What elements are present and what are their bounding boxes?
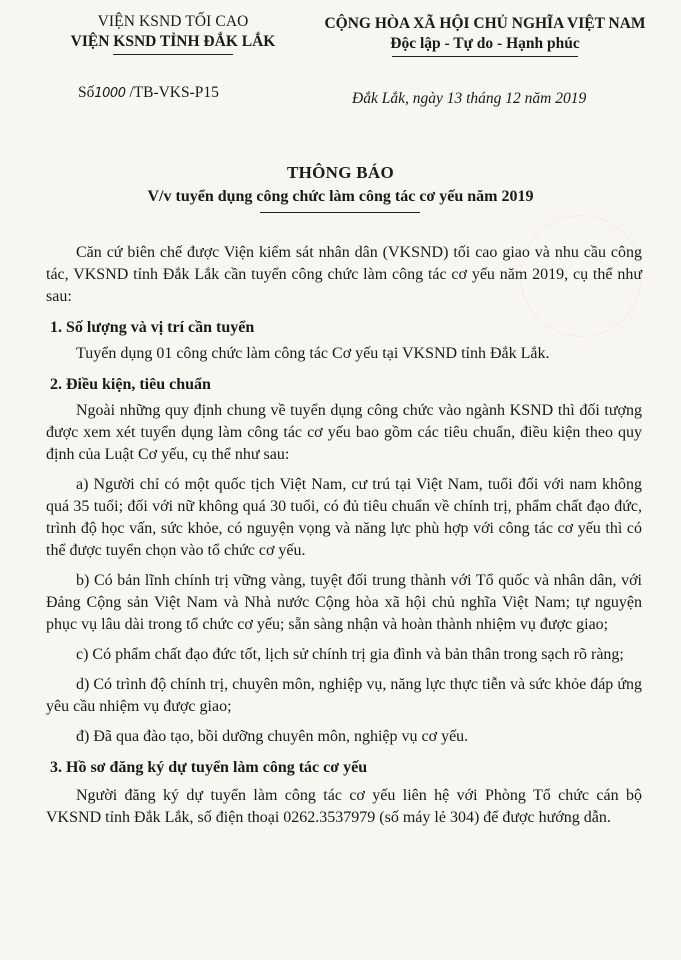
national-motto: Độc lập - Tự do - Hạnh phúc bbox=[390, 35, 580, 52]
section-1-heading: 1. Số lượng và vị trí cần tuyển bbox=[50, 319, 255, 336]
condition-a: a) Người chỉ có một quốc tịch Việt Nam, cư trú tại Việt Nam, tuổi đối với nam không quá 35 tuổi; đối với nữ không quá 30 tuổi, có đủ tiêu chuẩn về chính trị, phẩm chất đạo đức, trình độ học vấn, sức khỏe, có nguyện vọng và năng lực phù hợp với công tác cơ yếu thì có thể được tuyển chọn vào tổ chức cơ yếu. bbox=[46, 476, 642, 559]
national-title: CỘNG HÒA XÃ HỘI CHỦ NGHĨA VIỆT NAM bbox=[324, 15, 646, 32]
section-1-text: Tuyển dụng 01 công chức làm công tác Cơ yếu tại VKSND tỉnh Đắk Lắk. bbox=[76, 345, 550, 362]
agency-underline bbox=[113, 54, 233, 55]
condition-d: d) Có trình độ chính trị, chuyên môn, nghiệp vụ, năng lực thực tiễn và sức khỏe đáp ứng yêu cầu nhiệm vụ được giao; bbox=[46, 676, 642, 715]
condition-c: c) Có phẩm chất đạo đức tốt, lịch sử chính trị gia đình và bản thân trong sạch rõ ràng; bbox=[76, 646, 624, 663]
section-3-heading: 3. Hồ sơ đăng ký dự tuyển làm công tác cơ yếu bbox=[50, 759, 368, 776]
condition-dd: đ) Đã qua đào tạo, bồi dưỡng chuyên môn, nghiệp vụ cơ yếu. bbox=[76, 728, 469, 745]
intro-paragraph: Căn cứ biên chế được Viện kiểm sát nhân dân (VKSND) tối cao giao và nhu cầu công tác, VKSND tỉnh Đắk Lắk cần tuyển công chức làm công tác cơ yếu năm 2019, cụ thể như sau: bbox=[46, 244, 642, 305]
document-number bbox=[78, 84, 219, 102]
motto-underline bbox=[392, 56, 578, 57]
document-subject: V/v tuyển dụng công chức làm công tác cơ yếu năm 2019 bbox=[147, 188, 534, 205]
condition-b: b) Có bản lĩnh chính trị vững vàng, tuyệt đối trung thành với Tổ quốc và nhân dân, với Đảng Cộng sản Việt Nam và Nhà nước Cộng hòa xã hội chủ nghĩa Việt Nam; tự nguyện phục vụ lâu dài trong tổ chức cơ yếu; sẵn sàng nhận và hoàn thành nhiệm vụ được giao; bbox=[46, 572, 642, 633]
document-number-prefix: Số bbox=[78, 84, 95, 101]
place-and-date: Đắk Lắk, ngày 13 tháng 12 năm 2019 bbox=[352, 90, 587, 107]
parent-organization: VIỆN KSND TỐI CAO bbox=[97, 13, 249, 30]
document-number-code: /TB-VKS-P15 bbox=[129, 84, 219, 101]
section-2-heading: 2. Điều kiện, tiêu chuẩn bbox=[50, 376, 211, 393]
issuing-agency-block bbox=[48, 12, 298, 55]
section-3-text: Người đăng ký dự tuyển làm công tác cơ yếu liên hệ với Phòng Tổ chức cán bộ VKSND tỉnh Đắk Lắk, số điện thoại 0262.3537979 (số máy lẻ 304) để được hướng dẫn. bbox=[46, 787, 642, 826]
section-2-intro: Ngoài những quy định chung về tuyển dụng công chức vào ngành KSND thì đối tượng được xem xét tuyển dụng làm công tác cơ yếu bao gồm các tiêu chuẩn, điều kiện theo quy định của Luật Cơ yếu, cụ thể như sau: bbox=[46, 402, 642, 463]
subject-underline bbox=[260, 212, 420, 213]
document-title: THÔNG BÁO bbox=[286, 163, 395, 182]
document-body bbox=[46, 242, 642, 829]
national-heading-block bbox=[300, 14, 670, 57]
issuing-organization: VIỆN KSND TỈNH ĐẮK LẮK bbox=[70, 33, 276, 50]
document-number-handwritten: 1000 bbox=[94, 86, 126, 101]
